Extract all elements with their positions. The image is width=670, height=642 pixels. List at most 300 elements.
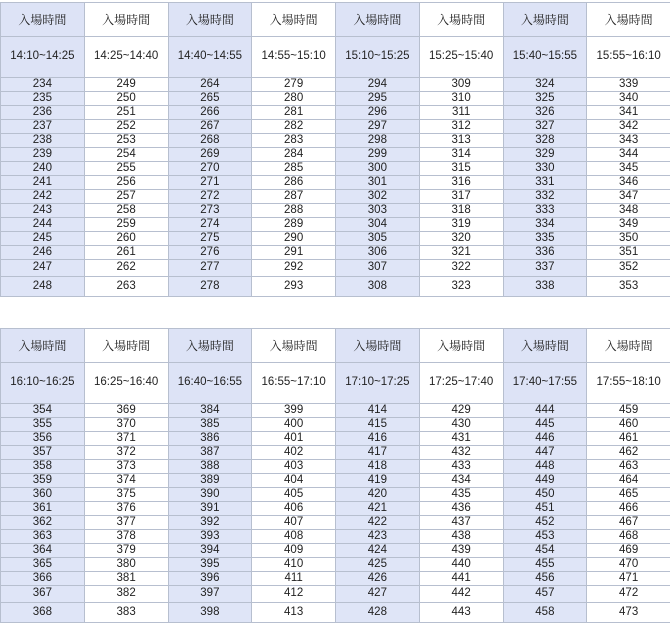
ticket-number-cell: 350 [587,232,670,246]
ticket-number-cell: 456 [503,572,587,586]
ticket-number-cell: 446 [503,432,587,446]
ticket-number-cell: 457 [503,586,587,603]
column-header: 入場時間 [419,329,503,363]
ticket-number-cell: 329 [503,148,587,162]
table-row [1,446,670,460]
ticket-number-cell: 348 [587,204,670,218]
table-row [1,432,670,446]
table-row [1,502,670,516]
ticket-number-cell: 378 [84,530,168,544]
ticket-number-cell: 372 [84,446,168,460]
ticket-number-cell: 422 [336,516,420,530]
column-header: 入場時間 [336,3,420,37]
ticket-number-cell: 444 [503,404,587,418]
ticket-number-cell: 367 [1,586,85,603]
ticket-number-cell: 337 [503,260,587,277]
ticket-number-cell: 281 [252,106,336,120]
ticket-number-cell: 465 [587,488,670,502]
ticket-number-cell: 404 [252,474,336,488]
ticket-number-cell: 255 [84,162,168,176]
ticket-number-cell: 433 [419,460,503,474]
ticket-number-cell: 315 [419,162,503,176]
ticket-number-cell: 415 [336,418,420,432]
ticket-number-cell: 418 [336,460,420,474]
ticket-number-cell: 302 [336,190,420,204]
ticket-number-cell: 336 [503,246,587,260]
ticket-number-cell: 324 [503,78,587,92]
ticket-number-cell: 346 [587,176,670,190]
ticket-number-cell: 335 [503,232,587,246]
ticket-number-cell: 440 [419,558,503,572]
ticket-number-cell: 284 [252,148,336,162]
ticket-number-cell: 419 [336,474,420,488]
ticket-number-cell: 373 [84,460,168,474]
ticket-number-cell: 278 [168,277,252,297]
ticket-number-cell: 455 [503,558,587,572]
time-slot-label: 15:10~15:25 [336,37,420,78]
ticket-number-cell: 263 [84,277,168,297]
ticket-number-cell: 248 [1,277,85,297]
ticket-number-cell: 321 [419,246,503,260]
ticket-number-cell: 256 [84,176,168,190]
table-row [1,176,670,190]
ticket-number-cell: 289 [252,218,336,232]
ticket-number-cell: 238 [1,134,85,148]
ticket-number-cell: 344 [587,148,670,162]
ticket-number-cell: 370 [84,418,168,432]
table-row [1,204,670,218]
ticket-number-cell: 297 [336,120,420,134]
column-header: 入場時間 [168,3,252,37]
time-slot-label: 16:10~16:25 [1,363,85,404]
column-header: 入場時間 [84,329,168,363]
ticket-number-cell: 377 [84,516,168,530]
ticket-number-cell: 400 [252,418,336,432]
ticket-number-cell: 412 [252,586,336,603]
ticket-number-cell: 438 [419,530,503,544]
time-slot-label: 15:25~15:40 [419,37,503,78]
column-header: 入場時間 [252,3,336,37]
table-row [1,516,670,530]
ticket-number-cell: 459 [587,404,670,418]
ticket-number-cell: 343 [587,134,670,148]
ticket-number-cell: 262 [84,260,168,277]
ticket-number-cell: 368 [1,603,85,623]
ticket-number-cell: 303 [336,204,420,218]
ticket-number-cell: 389 [168,474,252,488]
ticket-number-cell: 386 [168,432,252,446]
ticket-number-cell: 277 [168,260,252,277]
ticket-number-cell: 273 [168,204,252,218]
ticket-number-cell: 249 [84,78,168,92]
table-row [1,544,670,558]
ticket-number-cell: 405 [252,488,336,502]
ticket-number-cell: 361 [1,502,85,516]
ticket-number-cell: 271 [168,176,252,190]
column-header: 入場時間 [168,329,252,363]
ticket-number-cell: 274 [168,218,252,232]
ticket-number-cell: 403 [252,460,336,474]
ticket-number-cell: 379 [84,544,168,558]
ticket-number-cell: 466 [587,502,670,516]
ticket-number-cell: 417 [336,446,420,460]
ticket-number-cell: 342 [587,120,670,134]
ticket-number-cell: 333 [503,204,587,218]
table-row [1,558,670,572]
ticket-number-cell: 252 [84,120,168,134]
time-slot-label: 17:40~17:55 [503,363,587,404]
ticket-number-cell: 309 [419,78,503,92]
ticket-number-cell: 287 [252,190,336,204]
ticket-number-cell: 375 [84,488,168,502]
ticket-number-cell: 425 [336,558,420,572]
ticket-number-cell: 259 [84,218,168,232]
ticket-number-cell: 314 [419,148,503,162]
ticket-number-cell: 242 [1,190,85,204]
time-slot-label: 16:55~17:10 [252,363,336,404]
table-row [1,148,670,162]
ticket-number-cell: 300 [336,162,420,176]
ticket-number-cell: 275 [168,232,252,246]
ticket-number-cell: 439 [419,544,503,558]
ticket-number-cell: 328 [503,134,587,148]
ticket-number-cell: 365 [1,558,85,572]
ticket-number-cell: 331 [503,176,587,190]
ticket-number-cell: 234 [1,78,85,92]
ticket-number-cell: 387 [168,446,252,460]
ticket-number-cell: 265 [168,92,252,106]
ticket-number-cell: 245 [1,232,85,246]
ticket-number-cell: 376 [84,502,168,516]
time-slot-label: 14:25~14:40 [84,37,168,78]
ticket-number-cell: 399 [252,404,336,418]
ticket-number-cell: 235 [1,92,85,106]
ticket-number-cell: 308 [336,277,420,297]
ticket-number-cell: 319 [419,218,503,232]
ticket-number-cell: 243 [1,204,85,218]
ticket-number-cell: 320 [419,232,503,246]
ticket-number-cell: 317 [419,190,503,204]
ticket-number-cell: 374 [84,474,168,488]
ticket-number-cell: 408 [252,530,336,544]
table-row [1,404,670,418]
ticket-number-cell: 359 [1,474,85,488]
ticket-number-cell: 334 [503,218,587,232]
ticket-number-cell: 254 [84,148,168,162]
ticket-number-cell: 323 [419,277,503,297]
time-slot-label: 14:40~14:55 [168,37,252,78]
ticket-number-cell: 424 [336,544,420,558]
ticket-number-cell: 451 [503,502,587,516]
ticket-number-cell: 426 [336,572,420,586]
ticket-number-cell: 384 [168,404,252,418]
ticket-number-cell: 338 [503,277,587,297]
ticket-number-cell: 445 [503,418,587,432]
ticket-number-cell: 305 [336,232,420,246]
ticket-number-cell: 360 [1,488,85,502]
ticket-number-cell: 316 [419,176,503,190]
ticket-number-cell: 282 [252,120,336,134]
ticket-number-cell: 327 [503,120,587,134]
ticket-number-cell: 406 [252,502,336,516]
table-row [1,162,670,176]
ticket-number-cell: 421 [336,502,420,516]
table-row [1,260,670,277]
ticket-number-cell: 449 [503,474,587,488]
ticket-number-cell: 380 [84,558,168,572]
ticket-number-cell: 432 [419,446,503,460]
ticket-number-cell: 326 [503,106,587,120]
time-slot-label: 16:25~16:40 [84,363,168,404]
ticket-number-cell: 363 [1,530,85,544]
ticket-number-cell: 448 [503,460,587,474]
ticket-number-cell: 413 [252,603,336,623]
table-row [1,460,670,474]
column-header: 入場時間 [503,329,587,363]
ticket-number-cell: 264 [168,78,252,92]
table-row [1,92,670,106]
column-header: 入場時間 [503,3,587,37]
table-row [1,277,670,297]
ticket-number-cell: 260 [84,232,168,246]
ticket-number-cell: 423 [336,530,420,544]
ticket-number-cell: 292 [252,260,336,277]
ticket-number-cell: 388 [168,460,252,474]
ticket-number-cell: 279 [252,78,336,92]
ticket-number-cell: 294 [336,78,420,92]
ticket-number-cell: 240 [1,162,85,176]
ticket-number-cell: 330 [503,162,587,176]
ticket-number-cell: 272 [168,190,252,204]
ticket-number-cell: 398 [168,603,252,623]
ticket-number-cell: 437 [419,516,503,530]
ticket-number-cell: 471 [587,572,670,586]
ticket-number-cell: 354 [1,404,85,418]
ticket-number-cell: 307 [336,260,420,277]
table-row [1,474,670,488]
ticket-number-cell: 401 [252,432,336,446]
column-header: 入場時間 [1,329,85,363]
ticket-number-cell: 390 [168,488,252,502]
time-slot-label: 14:10~14:25 [1,37,85,78]
ticket-number-cell: 347 [587,190,670,204]
ticket-number-cell: 296 [336,106,420,120]
ticket-number-cell: 441 [419,572,503,586]
table-row [1,120,670,134]
table-row [1,418,670,432]
ticket-number-cell: 299 [336,148,420,162]
ticket-number-cell: 351 [587,246,670,260]
ticket-number-cell: 472 [587,586,670,603]
ticket-number-cell: 340 [587,92,670,106]
ticket-number-cell: 469 [587,544,670,558]
ticket-number-cell: 420 [336,488,420,502]
table-row [1,572,670,586]
ticket-number-cell: 267 [168,120,252,134]
ticket-number-cell: 470 [587,558,670,572]
ticket-number-cell: 430 [419,418,503,432]
ticket-number-cell: 464 [587,474,670,488]
table-row [1,190,670,204]
ticket-number-cell: 312 [419,120,503,134]
ticket-number-cell: 345 [587,162,670,176]
ticket-number-cell: 246 [1,246,85,260]
ticket-number-cell: 318 [419,204,503,218]
ticket-number-cell: 462 [587,446,670,460]
ticket-number-cell: 353 [587,277,670,297]
ticket-number-cell: 461 [587,432,670,446]
ticket-number-cell: 313 [419,134,503,148]
ticket-number-cell: 434 [419,474,503,488]
ticket-number-cell: 253 [84,134,168,148]
ticket-number-cell: 362 [1,516,85,530]
ticket-number-cell: 366 [1,572,85,586]
table-row [1,134,670,148]
ticket-number-cell: 371 [84,432,168,446]
ticket-number-cell: 382 [84,586,168,603]
ticket-number-cell: 341 [587,106,670,120]
ticket-number-cell: 268 [168,134,252,148]
ticket-number-cell: 293 [252,277,336,297]
column-header: 入場時間 [252,329,336,363]
ticket-number-cell: 414 [336,404,420,418]
ticket-number-cell: 332 [503,190,587,204]
ticket-number-cell: 391 [168,502,252,516]
ticket-number-cell: 325 [503,92,587,106]
ticket-number-cell: 295 [336,92,420,106]
ticket-number-cell: 276 [168,246,252,260]
ticket-number-cell: 283 [252,134,336,148]
ticket-number-cell: 280 [252,92,336,106]
ticket-number-cell: 429 [419,404,503,418]
ticket-number-cell: 453 [503,530,587,544]
ticket-number-cell: 452 [503,516,587,530]
ticket-number-cell: 298 [336,134,420,148]
ticket-number-cell: 392 [168,516,252,530]
table-row [1,246,670,260]
ticket-number-cell: 266 [168,106,252,120]
ticket-number-cell: 442 [419,586,503,603]
column-header: 入場時間 [84,3,168,37]
ticket-number-cell: 443 [419,603,503,623]
ticket-number-cell: 358 [1,460,85,474]
time-slot-label: 14:55~15:10 [252,37,336,78]
ticket-number-cell: 241 [1,176,85,190]
time-slot-label: 17:55~18:10 [587,363,670,404]
ticket-number-cell: 447 [503,446,587,460]
ticket-number-cell: 385 [168,418,252,432]
ticket-number-cell: 394 [168,544,252,558]
time-slot-label: 15:40~15:55 [503,37,587,78]
ticket-number-cell: 431 [419,432,503,446]
column-header: 入場時間 [1,3,85,37]
ticket-number-cell: 410 [252,558,336,572]
ticket-number-cell: 286 [252,176,336,190]
column-header: 入場時間 [587,329,670,363]
ticket-number-cell: 339 [587,78,670,92]
ticket-number-cell: 290 [252,232,336,246]
time-slot-label: 17:25~17:40 [419,363,503,404]
column-header: 入場時間 [419,3,503,37]
ticket-number-cell: 301 [336,176,420,190]
ticket-number-cell: 356 [1,432,85,446]
ticket-number-cell: 237 [1,120,85,134]
ticket-number-cell: 251 [84,106,168,120]
ticket-number-cell: 407 [252,516,336,530]
ticket-number-cell: 291 [252,246,336,260]
ticket-number-cell: 304 [336,218,420,232]
time-slot-label: 17:10~17:25 [336,363,420,404]
ticket-number-cell: 436 [419,502,503,516]
ticket-number-cell: 311 [419,106,503,120]
table-row [1,586,670,603]
ticket-number-cell: 454 [503,544,587,558]
ticket-number-cell: 467 [587,516,670,530]
column-header: 入場時間 [587,3,670,37]
ticket-number-cell: 427 [336,586,420,603]
table-row [1,232,670,246]
table-row [1,603,670,623]
ticket-number-cell: 258 [84,204,168,218]
ticket-number-cell: 416 [336,432,420,446]
ticket-number-cell: 236 [1,106,85,120]
table-row [1,488,670,502]
table-row [1,218,670,232]
ticket-number-cell: 250 [84,92,168,106]
ticket-number-cell: 244 [1,218,85,232]
ticket-number-cell: 428 [336,603,420,623]
time-slot-label: 16:40~16:55 [168,363,252,404]
ticket-number-cell: 468 [587,530,670,544]
ticket-number-cell: 393 [168,530,252,544]
ticket-number-cell: 349 [587,218,670,232]
ticket-number-cell: 369 [84,404,168,418]
ticket-number-cell: 397 [168,586,252,603]
ticket-number-cell: 409 [252,544,336,558]
ticket-number-cell: 411 [252,572,336,586]
ticket-number-cell: 322 [419,260,503,277]
ticket-number-cell: 288 [252,204,336,218]
table-row [1,78,670,92]
ticket-number-cell: 383 [84,603,168,623]
entry-time-table-2 [0,328,670,623]
ticket-number-cell: 395 [168,558,252,572]
ticket-number-cell: 450 [503,488,587,502]
ticket-number-cell: 364 [1,544,85,558]
table-row [1,530,670,544]
time-slot-label: 15:55~16:10 [587,37,670,78]
ticket-number-cell: 458 [503,603,587,623]
ticket-number-cell: 306 [336,246,420,260]
ticket-number-cell: 396 [168,572,252,586]
ticket-number-cell: 270 [168,162,252,176]
ticket-number-cell: 239 [1,148,85,162]
ticket-number-cell: 381 [84,572,168,586]
ticket-number-cell: 435 [419,488,503,502]
ticket-number-cell: 463 [587,460,670,474]
ticket-number-cell: 310 [419,92,503,106]
ticket-number-cell: 257 [84,190,168,204]
ticket-number-cell: 352 [587,260,670,277]
ticket-number-cell: 355 [1,418,85,432]
column-header: 入場時間 [336,329,420,363]
ticket-number-cell: 285 [252,162,336,176]
ticket-number-cell: 473 [587,603,670,623]
ticket-number-cell: 269 [168,148,252,162]
ticket-number-cell: 357 [1,446,85,460]
ticket-number-cell: 261 [84,246,168,260]
table-row [1,106,670,120]
